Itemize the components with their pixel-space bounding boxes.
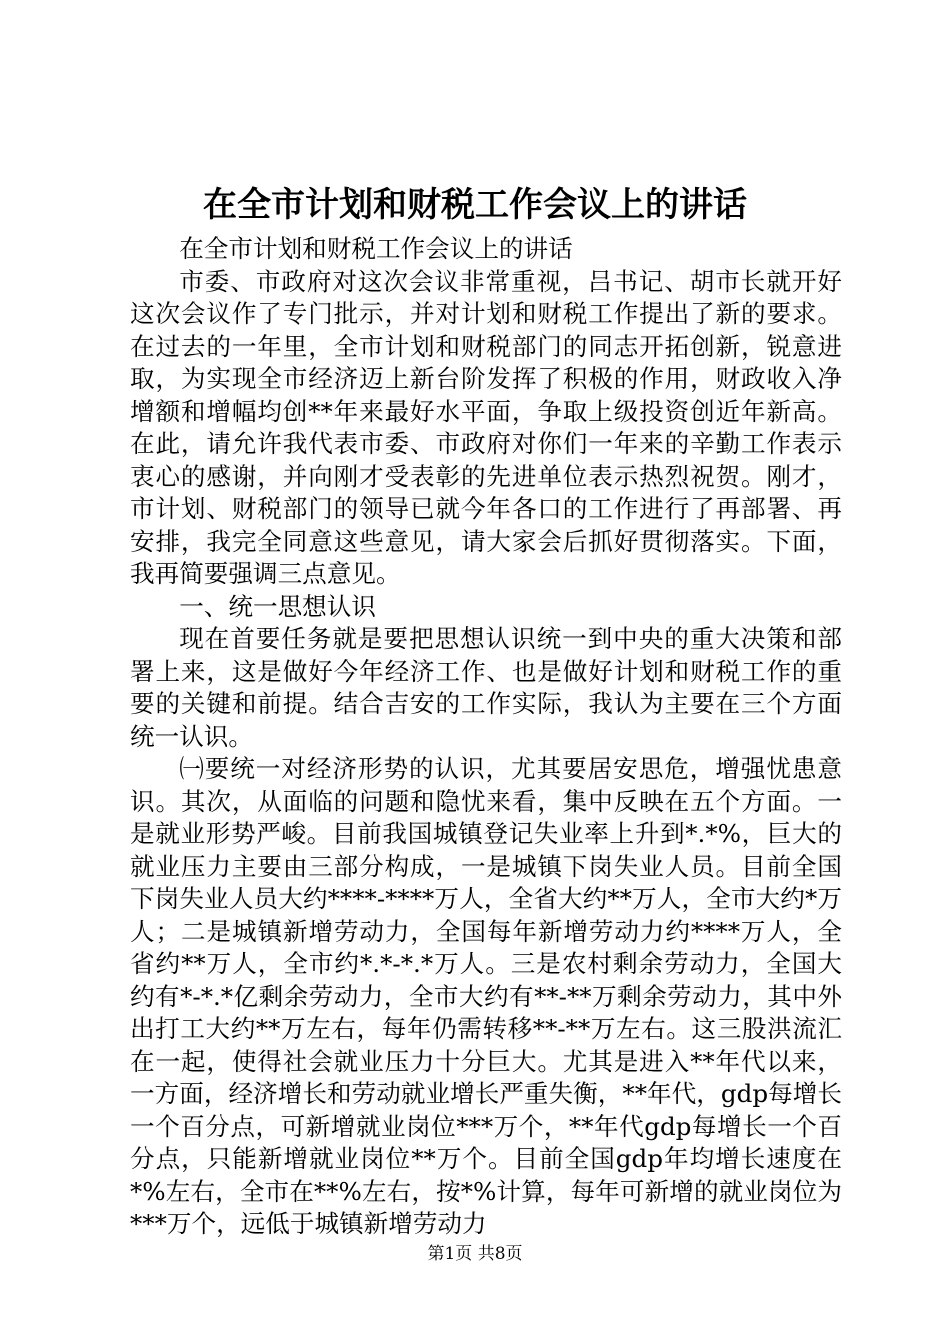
paragraph-subtitle: 在全市计划和财税工作会议上的讲话 (179, 234, 573, 263)
document-body (130, 233, 842, 1241)
paragraph-economic-situation: ㈠要统一对经济形势的认识，尤其要居安思危，增强忧患意识。其次，从面临的问题和隐忧来看，集中反映在五个方面。一是就业形势严峻。目前我国城镇登记失业率上升到*.*%，巨大的就业压力主要由三部分构成，一是城镇下岗失业人员。目前全国下岗失业人员大约****-****万人，全省大约**万人，全市大约*万人；二是城镇新增劳动力，全国每年新增劳动力约****万人，全省约**万人，全市约*.*-*.*万人。三是农村剩余劳动力，全国大约有*-*.*亿剩余劳动力，全市大约有**-**万剩余劳动力，其中外出打工大约**万左右，每年仍需转移**-**万左右。这三股洪流汇在一起，使得社会就业压力十分巨大。尤其是进入**年代以来，一方面，经济增长和劳动就业增长严重失衡，**年代，gdp每增长一个百分点，可新增就业岗位***万个，**年代gdp每增长一个百分点，只能新增就业岗位**万个。目前全国gdp年均增长速度在*%左右，全市在**%左右，按*%计算，每年可新增的就业岗位为***万个，远低于城镇新增劳动力 (130, 754, 842, 1238)
section-heading-1: 一、统一思想认识 (179, 591, 376, 621)
page-footer: 第1页 共8页 (427, 1244, 523, 1264)
paragraph-intro: 市委、市政府对这次会议非常重视，吕书记、胡市长就开好这次会议作了专门批示，并对计划和财税工作提出了新的要求。在过去的一年里，全市计划和财税部门的同志开拓创新，锐意进取，为实现全市经济迈上新台阶发挥了积极的作用，财政收入净增额和增幅均创**年来最好水平面，争取上级投资创近年新高。在此，请允许我代表市委、市政府对你们一年来的辛勤工作表示衷心的感谢，并向刚才受表彰的先进单位表示热烈祝贺。刚才，市计划、财税部门的领导已就今年各口的工作进行了再部署、再安排，我完全同意这些意见，请大家会后抓好贯彻落实。下面，我再简要强调三点意见。 (130, 266, 842, 588)
page-title: 在全市计划和财税工作会议上的讲话 (203, 185, 747, 225)
paragraph-section-1: 现在首要任务就是要把思想认识统一到中央的重大决策和部署上来，这是做好今年经济工作、也是做好计划和财税工作的重要的关键和前提。结合吉安的工作实际，我认为主要在三个方面统一认识。 (130, 624, 842, 751)
